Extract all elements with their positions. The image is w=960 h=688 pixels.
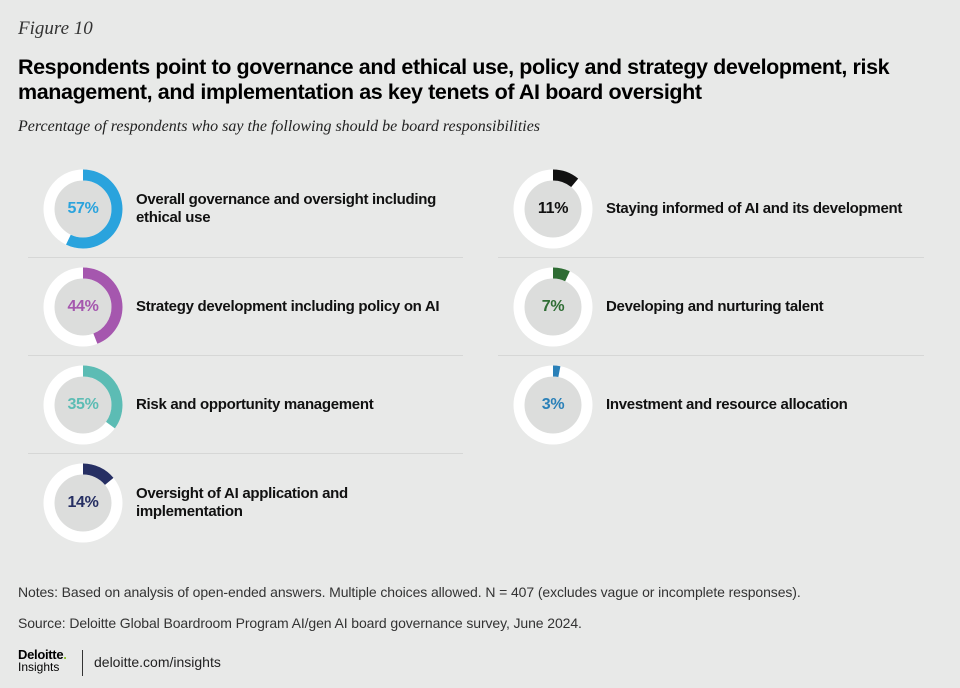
category-label: Staying informed of AI and its development [606, 199, 903, 217]
logo-dot: . [63, 647, 67, 662]
donut-item [498, 160, 924, 258]
donut-item [28, 160, 463, 258]
footer-url-link[interactable]: deloitte.com/insights [94, 654, 221, 670]
deloitte-insights-logo[interactable] [18, 648, 67, 674]
donut-item [28, 258, 463, 356]
source-text: Source: Deloitte Global Boardroom Program AI/gen AI board governance survey, June 2024. [18, 615, 582, 631]
category-label: Risk and opportunity management [136, 395, 374, 413]
figure-label: Figure 10 [18, 18, 93, 39]
data-label: 35% [67, 396, 99, 413]
right-column [498, 160, 924, 453]
donut-item [28, 356, 463, 454]
data-label: 3% [541, 396, 565, 413]
notes-text: Notes: Based on analysis of open-ended answers. Multiple choices allowed. N = 407 (excludes vague or incomplete responses). [18, 584, 801, 600]
category-label: Strategy development including policy on AI [136, 297, 440, 315]
chart-subtitle: Percentage of respondents who say the following should be board responsibilities [18, 118, 541, 135]
donut-item [498, 258, 924, 356]
data-label: 57% [67, 200, 99, 217]
category-label: Oversight of AI application and implementation [136, 484, 348, 520]
data-label: 7% [541, 298, 565, 315]
category-label: Overall governance and oversight including ethical use [136, 190, 436, 226]
logo-brand-text: Deloitte [18, 647, 64, 662]
donut-item [28, 454, 463, 551]
footer-divider [82, 650, 83, 676]
logo-sub: Insights [18, 660, 60, 674]
left-column [28, 160, 463, 551]
data-label: 44% [67, 298, 99, 315]
category-label: Developing and nurturing talent [606, 297, 824, 315]
donut-item [498, 356, 924, 453]
data-label: 14% [67, 494, 99, 511]
data-label: 11% [537, 200, 569, 217]
chart-title: Respondents point to governance and ethical use, policy and strategy development, risk management, and implementation as key tenets of AI board oversight [18, 55, 890, 104]
category-label: Investment and resource allocation [606, 395, 848, 413]
